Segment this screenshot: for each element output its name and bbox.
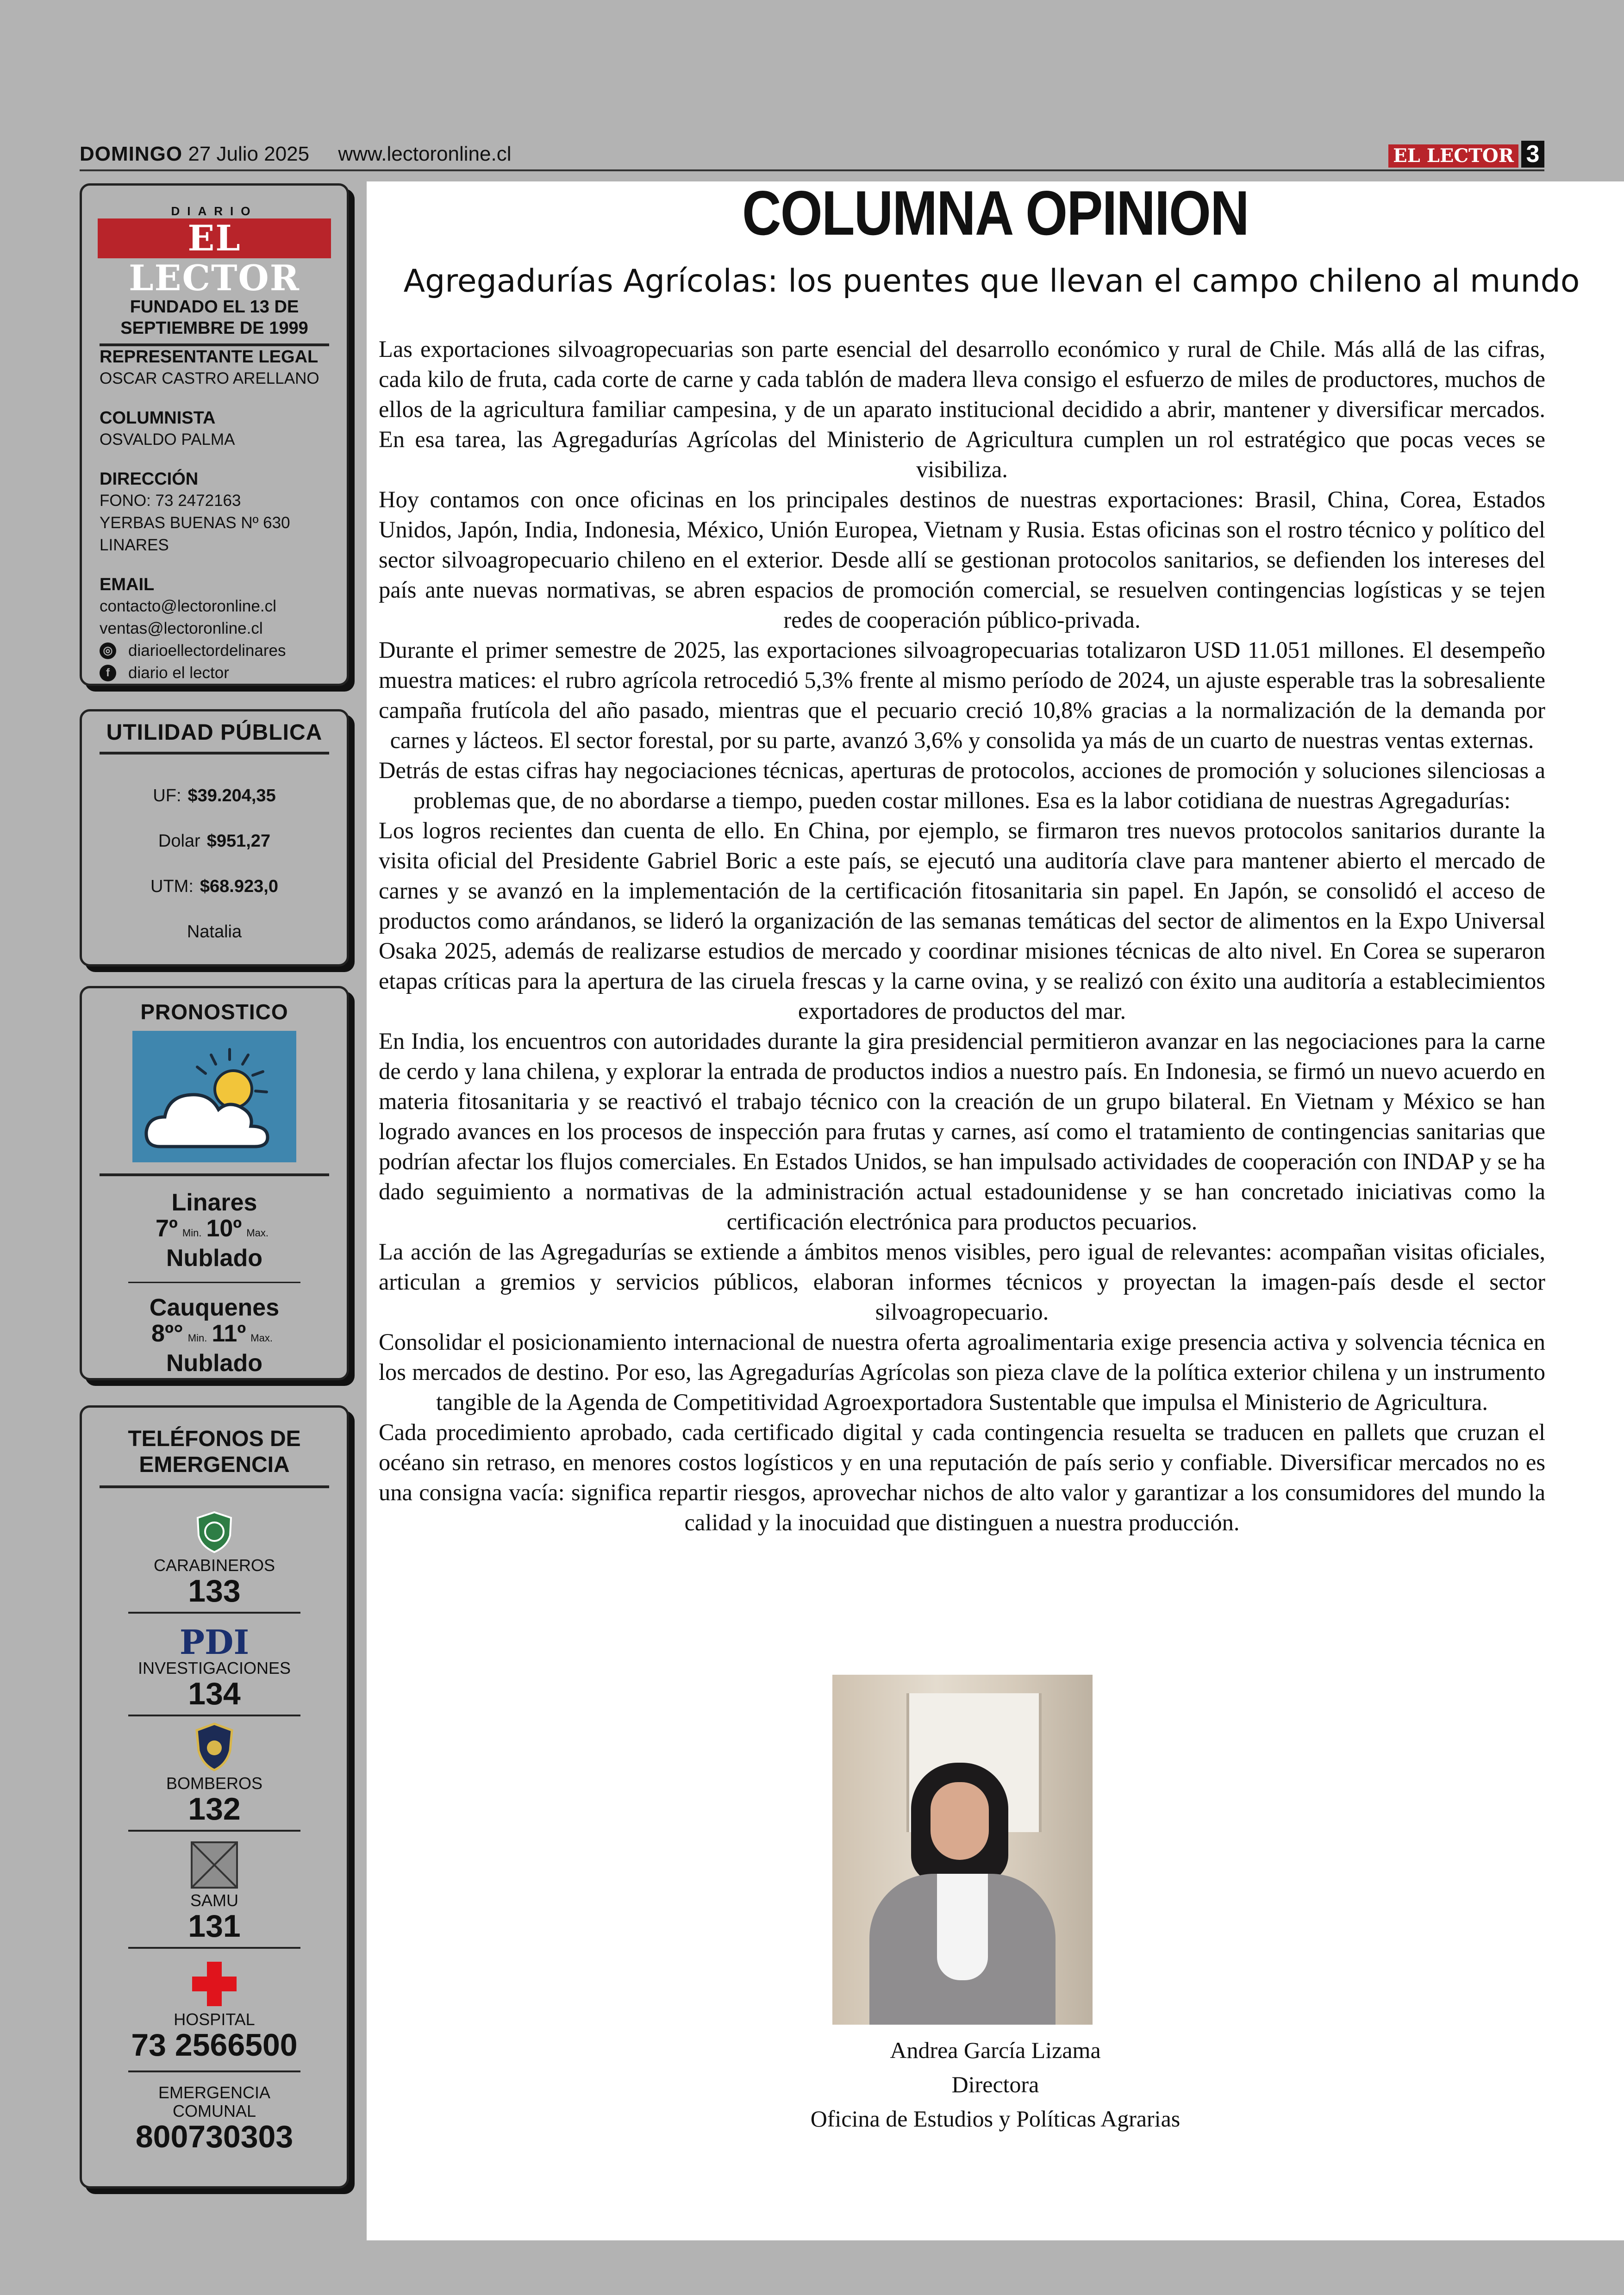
pronostico-box	[80, 986, 349, 1380]
article-paragraph: Los logros recientes dan cuenta de ello. En China, por ejemplo, se firmaron tres nuevos protocolos sanitarios durante la visita oficial del Presidente Gabriel Boric a este país, se ejecutó una auditoría clave para mantener abierto el mercado de carnes y se avanzó en la implementación de la certificación fitosanitaria sin papel. En Japón, se consolidó el acceso de productos como arándanos, se lideró la organización de las semanas temáticas del sector de alimentos en la Expo Universal Osaka 2025, además de realizarse estudios de mercado y coordinar misiones técnicas de alto nivel. En Corea se superaron etapas críticas para la apertura de las ciruela frescas y la carne ovina, y se realizó con éxito una auditoría a establecimientos exportadores de productos del mar.	[379, 817, 1545, 1024]
emergency-number: 73 2566500	[131, 2027, 298, 2063]
pdi-logo-icon: PDI	[179, 1622, 250, 1662]
header-website-link[interactable]: www.lectoronline.cl	[338, 143, 512, 165]
forecast-temps-linares: 7º Min. 10º Max.	[155, 1215, 269, 1242]
emergency-label: INVESTIGACIONES	[137, 1659, 291, 1678]
founded-text	[82, 296, 347, 339]
emergency-number: 133	[188, 1573, 241, 1609]
emergency-label: EMERGENCIA COMUNAL	[158, 2083, 271, 2120]
emergency-phones-box	[80, 1405, 349, 2189]
utm-label: UTM:	[150, 877, 194, 896]
article-paragraph: Hoy contamos con once oficinas en los principales destinos de nuestras exportaciones: Brasil, China, Corea, Estados Unidos, Japón, India, Indonesia, México, Unión Europea, Vietnam y Rusia. Estas oficinas son el rostro técnico y político del sector silvoagropecuario chileno en el exterior. Desde allí se gestionan protocolos sanitarios, se defienden los intereses del país ante nuevas normativas, se abren espacios de promoción comercial, se resuelven contingencias logísticas y se tejen redes de cooperación público-privada.	[379, 486, 1545, 633]
forecast-city-cauquenes: Cauquenes	[149, 1294, 280, 1321]
legal-rep-name: OSCAR CASTRO ARELLANO	[100, 369, 319, 387]
columnist-label: COLUMNISTA	[100, 408, 216, 428]
pronostico-title: PRONOSTICO	[140, 1000, 288, 1024]
article-paragraph: Detrás de estas cifras hay negociaciones técnicas, aperturas de protocolos, acciones de promoción y soluciones silenciosas a problemas que, de no abordarse a tiempo, pueden costar millones. Esa es la labor cotidiana de nuestras Agregadurías:	[379, 757, 1545, 813]
author-role: Directora	[951, 2071, 1039, 2097]
cauquenes-condition: Nublado	[166, 1350, 262, 1377]
partly-cloudy-icon	[132, 1031, 296, 1162]
address-phone: FONO: 73 2472163	[100, 492, 241, 510]
emergency-label: CARABINEROS	[153, 1556, 275, 1575]
article-body	[379, 334, 1545, 1538]
section-heading: COLUMNA OPINION	[742, 178, 1249, 248]
author-name: Andrea García Lizama	[890, 2037, 1101, 2063]
red-cross-icon	[190, 1960, 238, 2008]
samu-placeholder-icon	[190, 1841, 238, 1889]
linares-max: 10º	[206, 1215, 242, 1242]
instagram-link[interactable]	[100, 640, 347, 662]
article-paragraph: Cada procedimiento aprobado, cada certificado digital y cada contingencia resuelta se traducen en pallets que cruzan el océano sin retraso, en menores costos logísticos y en una reputación de país serio y confiable. Diversificar mercados no es una consigna vacía: significa repartir riesgos, aprovechar nichos de alto valor y garantizar a los consumidores del mundo la calidad y la inocuidad que distinguen a nuestra producción.	[379, 1419, 1545, 1535]
columnist-name: OSVALDO PALMA	[100, 430, 235, 449]
author-photo	[832, 1675, 1093, 2025]
page-header	[80, 141, 1544, 171]
author-organization: Oficina de Estudios y Políticas Agrarias	[810, 2106, 1181, 2132]
emergency-item-pdi[interactable]	[128, 1614, 300, 1716]
founded-line2: SEPTIEMBRE DE 1999	[120, 318, 308, 338]
uf-value: $39.204,35	[187, 786, 276, 805]
emergency-item-hospital[interactable]	[128, 1949, 300, 2072]
header-logo	[1388, 141, 1544, 168]
author-signature	[367, 2033, 1624, 2136]
utm-value: $68.923,0	[200, 877, 278, 896]
article-title: Agregadurías Agrícolas: los puentes que llevan el campo chileno al mundo	[403, 263, 1580, 299]
emergency-item-carabineros[interactable]	[128, 1509, 300, 1614]
dolar-row	[82, 818, 347, 864]
logo-diario: DIARIO	[171, 204, 258, 218]
utilidad-publica-box	[80, 709, 349, 967]
emergency-label: SAMU	[190, 1891, 238, 1910]
article-paragraph: En India, los encuentros con autoridades durante la gira presidencial permitieron avanzar en las negociaciones para la carne de cerdo y lana chilena, y explorar la entrada de productos indios a nuestro país. En Indonesia, se firmó un nuevo acuerdo en materia fitosanitaria y se reactivó el trabajo técnico con la creación de un grupo bilateral. En Vietnam y México se han logrado avances en los procesos de inspección para frutas y carnes, así como el tratamiento de contingencias sanitarias que podrían afectar los flujos comerciales. En Estados Unidos, se han impulsado actividades de cooperación con INDAP y se ha dado seguimiento a normativas de la administración actual estadounidense y se han concretado iniciativas como la certificación electrónica para productos pecuarios.	[379, 1028, 1545, 1235]
dolar-label: Dolar	[158, 831, 200, 851]
article-column	[367, 178, 1624, 2240]
address-label: DIRECCIÓN	[100, 469, 199, 489]
cauquenes-min: 8º°	[151, 1320, 183, 1347]
utilidad-title: UTILIDAD PÚBLICA	[106, 720, 323, 745]
carabineros-badge-icon	[192, 1509, 237, 1554]
header-date	[80, 143, 512, 166]
email-ventas-link[interactable]: ventas@lectoronline.cl	[100, 619, 263, 637]
emergency-title-line2: EMERGENCIA	[139, 1453, 290, 1477]
email-label: EMAIL	[100, 575, 155, 594]
article-paragraph: Consolidar el posicionamiento internacional de nuestra oferta agroalimentaria exige presencia activa y solvencia técnica en los mercados de destino. Por eso, las Agregadurías Agrícolas son pieza clave de la política exterior chilena y un instrumento tangible de la Agenda de Competitividad Agroexportadora Sustentable que impulsa el Ministerio de Agricultura.	[379, 1329, 1545, 1415]
logo-el-lector: EL LECTOR	[98, 218, 331, 258]
linares-condition: Nublado	[166, 1245, 262, 1272]
emergency-title-line1: TELÉFONOS DE	[128, 1427, 301, 1451]
newspaper-logo	[82, 204, 347, 299]
facebook-icon: f	[100, 665, 116, 681]
uf-row	[82, 773, 347, 818]
forecast-temps-cauquenes: 8º° Min. 11º Max.	[151, 1320, 273, 1347]
emergency-item-samu[interactable]	[128, 1832, 300, 1949]
founded-line1: FUNDADO EL 13 DE	[130, 297, 299, 317]
emergency-item-comunal[interactable]	[128, 2072, 300, 2153]
emergency-label: HOSPITAL	[174, 2010, 255, 2029]
instagram-icon: ◎	[100, 642, 116, 659]
utm-row	[82, 864, 347, 909]
emergency-label: BOMBEROS	[166, 1774, 263, 1793]
article-paragraph: Durante el primer semestre de 2025, las exportaciones silvoagropecuarias totalizaron USD 11.051 millones. El desempeño muestra matices: el rubro agrícola retrocedió 5,3% frente al mismo período de 2024, un ajuste esperable tras la sobresaliente campaña frutícola del año pasado, mientras que el pecuario creció 10,8% gracias a la normalización de la demanda por carnes y lácteos. El sector forestal, por su parte, avanzó 3,6% y consolida ya más de un cuarto de nuestras ventas externas.	[379, 637, 1545, 753]
address-city: LINARES	[100, 536, 169, 554]
forecast-city-linares: Linares	[171, 1189, 257, 1216]
legal-rep-label: REPRESENTANTE LEGAL	[100, 347, 319, 367]
article-paragraph: Las exportaciones silvoagropecuarias son parte esencial del desarrollo económico y rural de Chile. Más allá de las cifras, cada kilo de fruta, cada corte de carne y cada tablón de madera lleva consigo el esfuerzo de miles de productores, muchos de ellos de la agricultura familiar campesina, y de un aparato institucional decidido a abrir, mantener y diversificar mercados. En esa tarea, las Agregadurías Agrícolas del Ministerio de Agricultura cumplen un rol estratégico que pocas veces se visibiliza.	[379, 336, 1545, 482]
page-number: 3	[1521, 141, 1544, 168]
facebook-link[interactable]	[100, 662, 347, 684]
dolar-value: $951,27	[206, 831, 271, 851]
emergency-number: 132	[188, 1791, 241, 1827]
email-contacto-link[interactable]: contacto@lectoronline.cl	[100, 597, 276, 615]
masthead-box	[80, 183, 349, 686]
article-paragraph: La acción de las Agregadurías se extiende a ámbitos menos visibles, pero igual de relevantes: acompañan visitas oficiales, articulan a gremios y servicios públicos, elaboran informes técnicos y proyectan la imagen-país desde el sector silvoagropecuario.	[379, 1239, 1545, 1325]
instagram-handle: diarioellectordelinares	[128, 642, 286, 660]
uf-label: UF:	[153, 786, 181, 805]
emergency-number: 131	[188, 1908, 241, 1944]
santo-row: Natalia	[187, 922, 242, 942]
legal-rep-block	[100, 346, 347, 684]
divider	[128, 1282, 300, 1283]
emergency-title	[82, 1426, 347, 1478]
cauquenes-max: 11º	[212, 1320, 246, 1347]
bomberos-shield-icon	[192, 1721, 237, 1772]
emergency-number: 800730303	[135, 2119, 294, 2154]
header-logo-text: EL LECTOR	[1388, 144, 1518, 168]
linares-min: 7º	[155, 1215, 178, 1242]
emergency-number: 134	[188, 1676, 241, 1711]
facebook-handle: diario el lector	[128, 664, 229, 682]
emergency-item-bomberos[interactable]	[128, 1716, 300, 1832]
header-date-text: 27 Julio 2025	[188, 143, 310, 165]
address-street: YERBAS BUENAS Nº 630	[100, 514, 290, 532]
header-weekday: DOMINGO	[80, 143, 183, 165]
